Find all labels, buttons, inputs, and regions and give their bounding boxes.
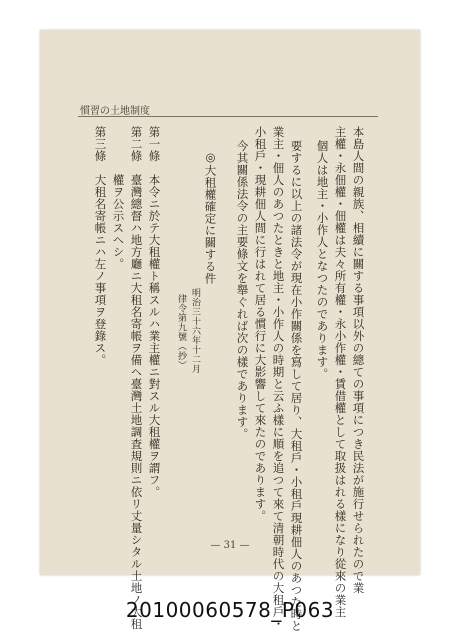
- intro-line-3: 個人は地主・小作人となつたのであります。: [315, 140, 330, 380]
- article-2: 第二條 臺灣總督ハ地方廳ニ大租名寄帳ヲ備ヘ臺灣土地調査規則ニ依リ丈量シタル土地ノ大租: [129, 126, 144, 630]
- intro-line-5: 業主・佃人のあつたときと地主・小作人の時期と云ふ樣に順を追つて來て清朝時代の大租戶・: [271, 126, 286, 630]
- intro-line-7: 今其關係法令の主要條文を舉ぐれば次の樣であります。: [235, 140, 250, 440]
- article-2-continued: 權ヲ公示スヘシ。: [111, 126, 126, 270]
- intro-line-2: 主權・永佃權・佃權は夫々所有權・永小作權・賃借權として取扱はれる樣になり從來の業主: [333, 126, 348, 618]
- article-1: 第一條 本令ニ於テ大租權ト稱スルハ業主權ニ對スル大租權ヲ謂フ。: [147, 126, 162, 498]
- intro-line-4: 要するに以上の諸法令が現在小作關係を寫して居り、大租戶・小租戶現耕佃人のあつた時と: [289, 140, 304, 632]
- law-date: 明治三十六年十二月: [190, 288, 200, 374]
- running-header: 慣習の土地制度: [80, 106, 150, 117]
- intro-line-1: 本島人間の親族、相續に關する事項以外の總ての事項につき民法が施行せられたので業: [351, 126, 366, 594]
- header-rule: [78, 116, 378, 117]
- page-number: — 31 —: [210, 540, 250, 551]
- intro-line-6: 小租戶・現耕佃人間に行はれて居る慣行に大影響して來たのであります。: [253, 126, 268, 522]
- law-reference: 律令第九號（抄）: [176, 294, 186, 370]
- image-caption: 20100060578_P063: [125, 598, 335, 622]
- article-3: 第三條 大租名寄帳ニハ左ノ事項ヲ登錄ス。: [93, 126, 108, 366]
- law-title: ◎大租權確定に關する件: [203, 150, 218, 285]
